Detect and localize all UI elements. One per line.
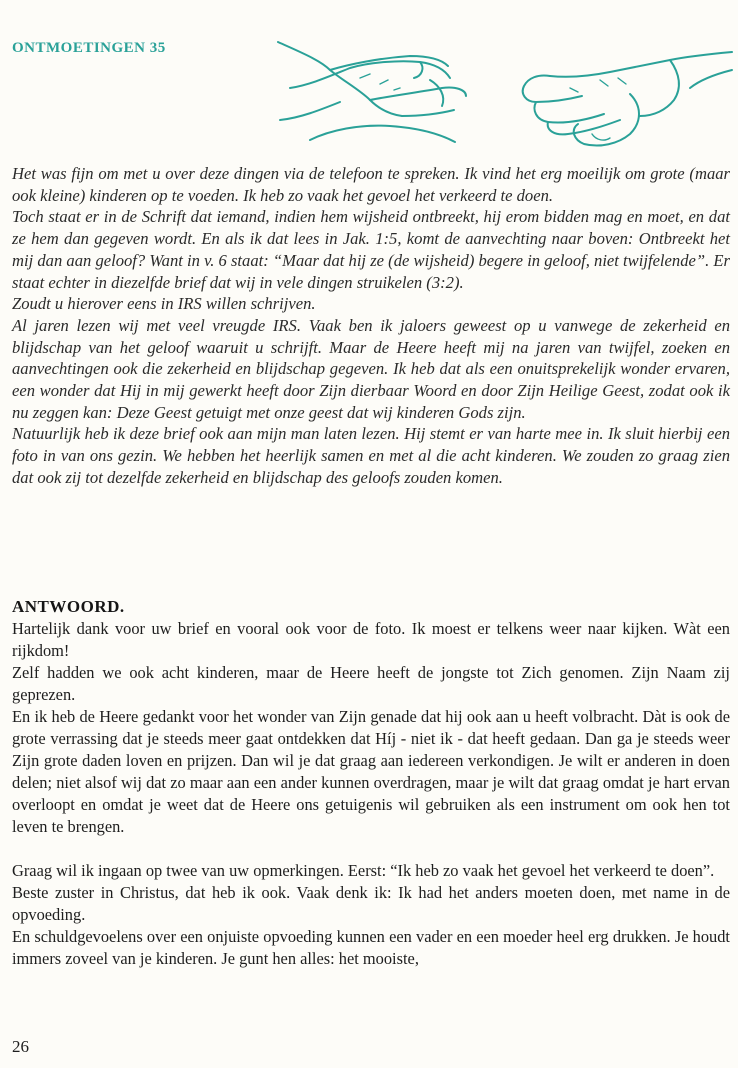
- answer-paragraph: Zelf hadden we ook acht kinderen, maar de Heere heeft de jongste tot Zich genomen. Zijn Naam zij geprezen.: [12, 663, 730, 704]
- reaching-hands-illustration: [270, 30, 738, 160]
- left-hand-icon: [278, 42, 466, 142]
- answer-paragraph: En schuldgevoelens over een onjuiste opvoeding kunnen een vader en een moeder heel erg drukken. Je houdt immers zoveel van je kinderen. Je gunt hen alles: het mooiste,: [12, 927, 730, 968]
- letter-paragraph: Al jaren lezen wij met veel vreugde IRS. Vaak ben ik jaloers geweest op u vanwege de zekerheid en blijdschap van het geloof waaruit u schrijft. Maar de Heere heeft mij na jaren van twijfel, zoeken en aanvechtingen ook die zekerheid en blijdschap gegeven. Ik heb dat als een onuitsprekelijk wonder ervaren, een wonder dat Hij in mij gewerkt heeft door Zijn dierbaar Woord en door Zijn Heilige Geest, zodat ook ik nu zeggen kan: Deze Geest getuigt met onze geest dat wij kinderen Gods zijn.: [12, 315, 730, 422]
- letter-text: [12, 163, 730, 489]
- right-hand-icon: [523, 52, 732, 146]
- letter-paragraph: Toch staat er in de Schrift dat iemand, indien hem wijsheid ontbreekt, hij erom bidden mag en moet, en dat ze hem dan gegeven wordt. En als ik dat lees in Jak. 1:5, komt de aanvechting naar boven: Ontbreekt het mij dan aan geloof? Want in v. 6 staat: “Maar dat hij ze (de wijsheid) begere in geloof, niet twijfelende”. Er staat echter in diezelfde brief dat wij in vele dingen struikelen (3:2).: [12, 207, 730, 292]
- answer-paragraph: En ik heb de Heere gedankt voor het wonder van Zijn genade dat hij ook aan u heeft volbracht. Dàt is ook de grote verrassing dat je steeds meer gaat ontdekken dat Híj - niet ik - dat heeft gedaan. Dan ga je steeds weer Zijn grote daden loven en prijzen. Dan wil je dat graag aan iedereen verkondigen. Je wilt er anderen in doen delen; niet alsof wij dat zo maar aan een ander kunnen overdragen, maar je wilt dat graag omdat je hart ervan overloopt en omdat je weet dat de Heere ons getuigenis wil gebruiken als een instrument om ook hen tot leven te brengen.: [12, 707, 730, 836]
- answer-heading: ANTWOORD.: [12, 597, 125, 616]
- section-title: ONTMOETINGEN 35: [12, 40, 166, 56]
- answer-paragraph: Graag wil ik ingaan op twee van uw opmerkingen. Eerst: “Ik heb zo vaak het gevoel het verkeerd te doen”.: [12, 861, 715, 880]
- answer-paragraph: Hartelijk dank voor uw brief en vooral ook voor de foto. Ik moest er telkens weer naar kijken. Wàt een rijkdom!: [12, 619, 730, 660]
- letter-paragraph: Het was fijn om met u over deze dingen via de telefoon te spreken. Ik vind het erg moeilijk om grote (maar ook kleine) kinderen op te voeden. Ik heb zo vaak het gevoel het verkeerd te doen.: [12, 164, 730, 205]
- letter-paragraph: Natuurlijk heb ik deze brief ook aan mijn man laten lezen. Hij stemt er van harte mee in. Ik sluit hierbij een foto in van ons gezin. We hebben het heerlijk samen en met al die acht kinderen. We zouden zo graag zien dat ook zij tot dezelfde zekerheid en blijdschap des geloofs zouden komen.: [12, 424, 730, 487]
- letter-paragraph: Zoudt u hierover eens in IRS willen schrijven.: [12, 294, 316, 314]
- page-number: 26: [12, 1037, 29, 1056]
- answer-paragraph: Beste zuster in Christus, dat heb ik ook. Vaak denk ik: Ik had het anders moeten doen, met name in de opvoeding.: [12, 883, 730, 924]
- answer-text: [12, 618, 730, 970]
